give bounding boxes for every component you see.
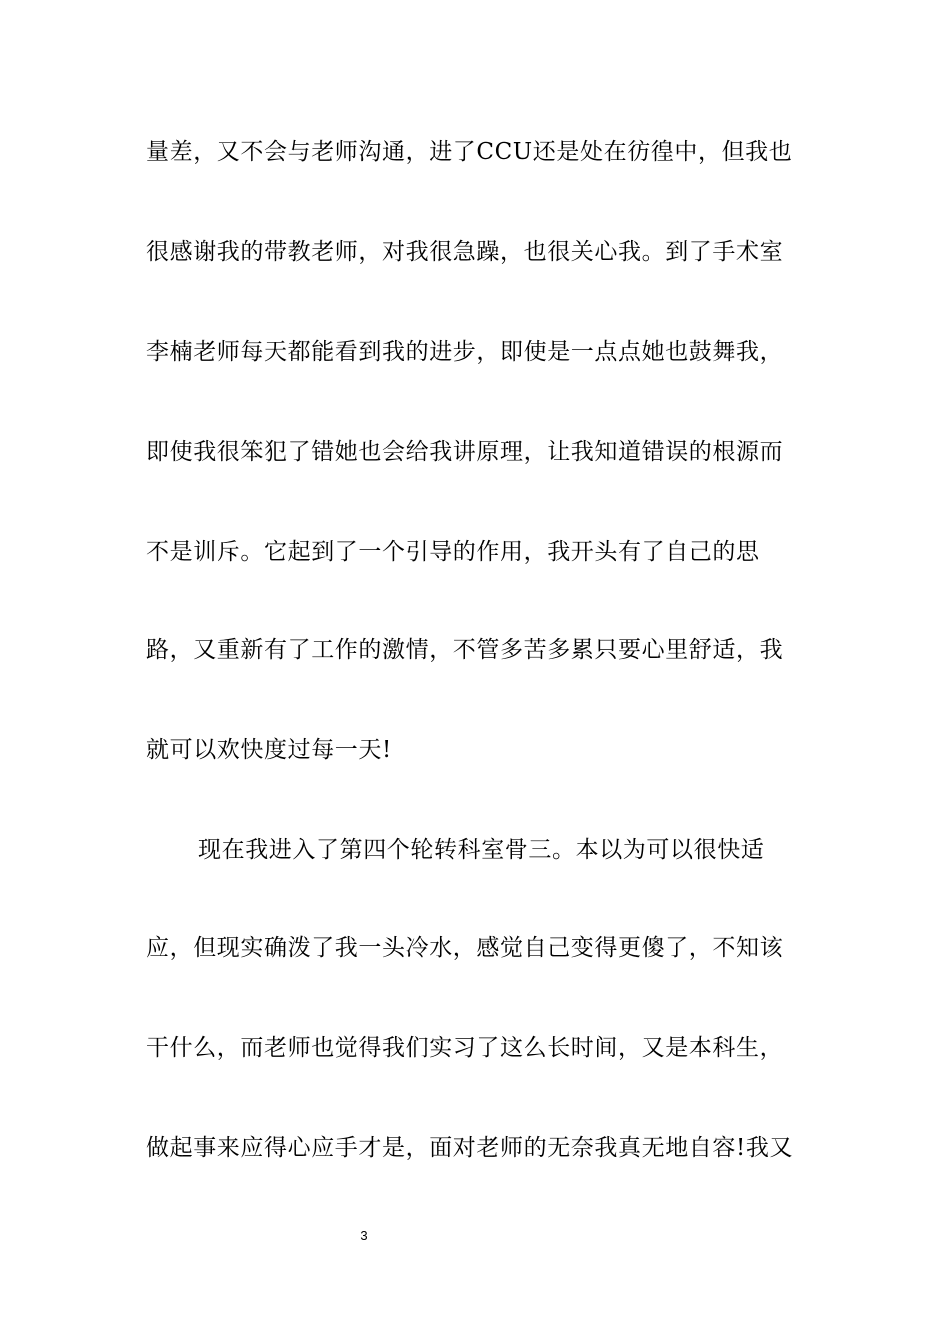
text-line-10: 干什么，而老师也觉得我们实习了这么长时间，又是本科生，: [146, 1035, 784, 1061]
text-line-6: 路，又重新有了工作的激情，不管多苦多累只要心里舒适，我: [146, 637, 784, 663]
text-line-4: 即使我很笨犯了错她也会给我讲原理，让我知道错误的根源而: [146, 439, 784, 465]
text-line-3: 李楠老师每天都能看到我的进步，即使是一点点她也鼓舞我，: [146, 339, 784, 365]
text-line-2: 很感谢我的带教老师，对我很急躁，也很关心我。到了手术室: [146, 239, 784, 265]
page-number: 3: [360, 1228, 368, 1243]
text-line-7: 就可以欢快度过每一天!: [146, 737, 392, 763]
paragraph-start-line: 现在我进入了第四个轮转科室骨三。本以为可以很快适: [198, 837, 765, 863]
text-line-9: 应，但现实确泼了我一头冷水，感觉自己变得更傻了，不知该: [146, 935, 784, 961]
text-line-1: 量差，又不会与老师沟通，进了CCU还是处在彷徨中，但我也: [146, 139, 793, 165]
text-line-5: 不是训斥。它起到了一个引导的作用，我开头有了自己的思: [146, 539, 760, 565]
text-line-11: 做起事来应得心应手才是，面对老师的无奈我真无地自容!我又: [146, 1135, 794, 1161]
